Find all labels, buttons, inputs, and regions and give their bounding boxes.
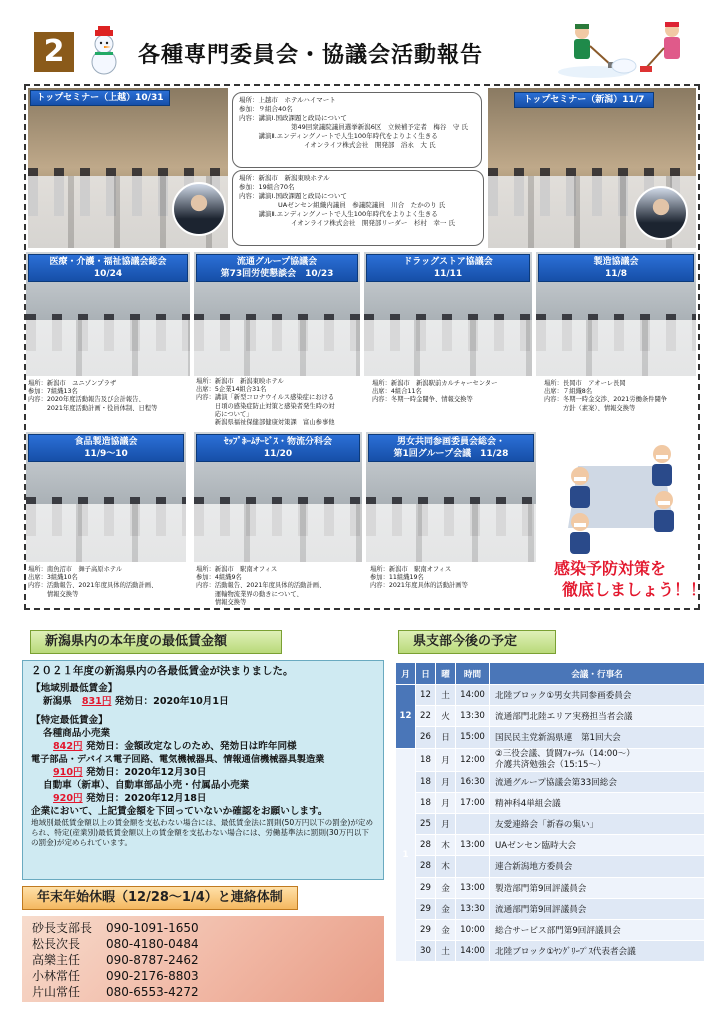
caption-line: 内容：2021年度具体的活動計画等 <box>370 582 468 590</box>
column-header: 会議・行事名 <box>490 663 705 685</box>
schedule-time: 14:00 <box>456 685 490 706</box>
column-header: 月 <box>396 663 416 685</box>
contact-phone[interactable]: 080-4180-0484 <box>106 937 199 951</box>
schedule-dow: 日 <box>436 727 456 748</box>
distanced-meeting-illustration <box>556 436 686 558</box>
min-wage-intro: ２０２１年度の新潟県内の各最低賃金が決まりました。 <box>31 665 294 677</box>
column-header: 日 <box>416 663 436 685</box>
caption-line: 場所：新潟市 駅南オフィス <box>196 566 278 573</box>
schedule-row <box>396 748 705 771</box>
contact-name: 砂長支部長 <box>32 921 93 935</box>
schedule-dow: 土 <box>436 685 456 706</box>
page-number: 2 <box>34 32 74 72</box>
contact-row <box>32 952 374 968</box>
schedule-time: 13:30 <box>456 706 490 727</box>
caption-line: 内容：冬期一時金交渉、2021労働条件闘争 <box>544 396 668 404</box>
meeting-manufacturing-tag: 製造協議会 11/8 <box>538 254 694 282</box>
schedule-day: 18 <box>416 771 436 792</box>
schedule-dow: 金 <box>436 919 456 940</box>
caption-line: 内容：活動報告、2021年度具体的活動計画、 <box>196 582 326 590</box>
specific-wage-amount: 920円 <box>53 793 83 804</box>
specific-wage-date: 発効日：2020年12月18日 <box>85 793 207 804</box>
schedule-time: 12:00 <box>456 748 490 771</box>
caption-line: 参加：4組織9名 <box>196 574 242 582</box>
meeting-manufacturing-caption <box>544 380 696 413</box>
caption-line: 参加：19組合70名 <box>239 183 295 191</box>
schedule-row <box>396 706 705 727</box>
caption-line: 出席：4組合11名 <box>372 388 422 396</box>
schedule-row <box>396 813 705 834</box>
caption-line: 内容：2020年度活動報告及び会計報告、 <box>28 396 145 404</box>
meeting-logistics-caption <box>196 566 362 607</box>
schedule-time: 10:00 <box>456 919 490 940</box>
schedule-dow: 月 <box>436 748 456 771</box>
schedule-row <box>396 877 705 898</box>
schedule-dow: 土 <box>436 941 456 962</box>
regional-wage-label: 新潟県 <box>43 696 72 707</box>
infection-prevention-slogan <box>554 558 706 600</box>
schedule-dow: 火 <box>436 706 456 727</box>
schedule-day: 22 <box>416 706 436 727</box>
schedule-event: 流通グループ協議会第33回総会 <box>490 771 705 792</box>
seminar-joetsu-caption <box>232 92 482 168</box>
schedule-day: 18 <box>416 792 436 813</box>
schedule-month: 1 <box>396 748 416 962</box>
caption-line: 運輸物流業界の動きについて、 <box>196 590 303 598</box>
speaker-portrait <box>634 186 688 240</box>
caption-line: 情報交換等 <box>196 598 247 606</box>
min-wage-request: 企業において、上記賃金額を下回っていないか確認をお願いします。 <box>31 806 328 817</box>
schedule-row <box>396 727 705 748</box>
holiday-contacts <box>22 916 384 1002</box>
contact-phone[interactable]: 090-2176-8803 <box>106 969 199 983</box>
caption-line: 出席：3組織10名 <box>28 574 78 582</box>
schedule-event: 北陸ブロック①男女共同参画委員会 <box>490 685 705 706</box>
contact-name: 片山常任 <box>32 985 81 999</box>
meeting-drugstore-tag: ドラッグストア協議会 11/11 <box>366 254 530 282</box>
specific-wage-amount: 842円 <box>53 741 83 752</box>
caption-line: 内容：冬期一時金闘争、情報交換等 <box>372 396 473 404</box>
regional-wage-heading: 【地域別最低賃金】 <box>31 683 118 694</box>
caption-line: 参加：11組織19名 <box>370 574 424 582</box>
caption-line: イオンライフ株式会社 開発部 浴永 大 氏 <box>239 141 436 149</box>
caption-line: 内容：講演「新型コロナウイルス感染症における <box>196 394 335 402</box>
schedule-time: 16:30 <box>456 771 490 792</box>
schedule-event: 北陸ブロック①ﾔﾝｸﾞﾘｰﾌﾟｽ代表者会議 <box>490 941 705 962</box>
caption-line: イオンライフ株式会社 開発部リーダー 杉村 幸一 氏 <box>239 219 455 227</box>
caption-line: 2021年度活動計画・役員体制、日程等 <box>28 404 158 412</box>
schedule-row <box>396 941 705 962</box>
schedule-day: 26 <box>416 727 436 748</box>
specific-wage-date: 発効日：2020年12月30日 <box>85 767 207 778</box>
schedule-day: 12 <box>416 685 436 706</box>
schedule-day: 28 <box>416 835 436 856</box>
schedule-dow: 月 <box>436 813 456 834</box>
schedule-day: 29 <box>416 898 436 919</box>
schedule-row <box>396 919 705 940</box>
seminar-niigata-tag: トップセミナー（新潟）11/7 <box>514 92 654 108</box>
meeting-gender-equality-caption <box>370 566 536 591</box>
schedule-event: UAゼンセン臨時大会 <box>490 835 705 856</box>
schedule-dow: 金 <box>436 898 456 919</box>
specific-wage-row <box>31 766 375 779</box>
schedule-row <box>396 792 705 813</box>
caption-line: 方針（素案）、情報交換等 <box>544 404 636 412</box>
contact-name: 小林常任 <box>32 969 81 983</box>
meeting-logistics-tag: ｾｯﾌﾟﾎｰﾑｻｰﾋﾞｽ・物流分科会 11/20 <box>196 434 360 462</box>
schedule-dow: 月 <box>436 771 456 792</box>
contact-phone[interactable]: 090-1091-1650 <box>106 921 199 935</box>
schedule-event: ②三役会議、賃闘ﾌｫｰﾗﾑ（14:00～） 介護共済勉強会（15:15～） <box>490 748 705 771</box>
caption-line: 出席：5企業14組合31名 <box>196 386 267 394</box>
schedule-time: 14:00 <box>456 941 490 962</box>
min-wage-footnote: 地域別最低賃金額以上の賃金額を支払わない場合には、最低賃金法に罰則(50万円以下の罰金)が定められ、特定(産業別)最低賃金額以上の賃金額を支払わない場合には、労働基準法に罰則(30万円以下の罰金)が定められています。 <box>31 818 374 847</box>
schedule-time: 13:00 <box>456 877 490 898</box>
min-wage-section-title: 新潟県内の本年度の最低賃金額 <box>30 630 282 654</box>
schedule-event: 友愛連絡会「新春の集い」 <box>490 813 705 834</box>
caption-line: 場所：上越市 ホテルハイマート <box>239 96 336 104</box>
caption-line: 講演Ⅱ.エンディングノートで人生100年時代をよりよく生きる <box>239 210 438 218</box>
schedule-month: 12 <box>396 685 416 749</box>
schedule-row <box>396 771 705 792</box>
caption-line: 出席：７組織8名 <box>544 388 593 396</box>
meeting-drugstore-caption <box>372 380 532 405</box>
slogan-line: 感染予防対策を <box>554 559 667 578</box>
snow-shoveling-illustration <box>554 18 704 78</box>
regional-wage-date: 発効日：2020年10月1日 <box>114 696 229 707</box>
caption-line: 場所：新潟市 駅南オフィス <box>370 566 452 573</box>
schedule-day: 30 <box>416 941 436 962</box>
meeting-food-caption <box>28 566 192 599</box>
contact-name: 松長次長 <box>32 937 81 951</box>
caption-line: 場所：新潟市 新潟駅前カルチャーセンター <box>372 380 498 387</box>
schedule-day: 29 <box>416 919 436 940</box>
schedule-day: 29 <box>416 877 436 898</box>
holiday-section-title: 年末年始休暇（12/28～1/4）と連絡体制 <box>22 886 298 910</box>
specific-wage-row <box>31 740 375 753</box>
contact-row <box>32 920 374 936</box>
caption-line: 場所：新潟市 ユニゾンプラザ <box>28 380 117 387</box>
caption-line: 内容：講演Ⅰ.国政課題と政局について <box>239 114 347 122</box>
caption-line: 新潟県福祉保健部健康対策課 富山参事他 <box>196 419 335 427</box>
schedule-row <box>396 898 705 919</box>
seminar-niigata-caption <box>232 170 484 246</box>
caption-line: 場所：南魚沼市 舞子高原ホテル <box>28 566 123 573</box>
snowman-icon <box>82 26 126 76</box>
contact-name: 高樂主任 <box>32 953 81 967</box>
schedule-event: 流通部門第9回評議員会 <box>490 898 705 919</box>
contact-row <box>32 984 374 1000</box>
column-header: 時間 <box>456 663 490 685</box>
specific-wage-amount: 910円 <box>53 767 83 778</box>
caption-line: 場所：新潟市 新潟東映ホテル <box>239 174 330 182</box>
schedule-time <box>456 856 490 877</box>
meeting-medical-tag: 医療・介護・福祉協議会総会 10/24 <box>28 254 188 282</box>
meeting-retail-caption <box>196 378 362 427</box>
specific-wage-row <box>31 792 375 805</box>
schedule-time: 13:00 <box>456 835 490 856</box>
caption-line: 参加：7組織13名 <box>28 388 78 396</box>
slogan-line: 徹底しましょう！！ <box>562 580 707 599</box>
speaker-portrait <box>172 182 226 236</box>
page-title: 各種専門委員会・協議会活動報告 <box>138 43 484 68</box>
page-header <box>20 26 704 76</box>
specific-wage-name: 各種商品小売業 <box>43 728 111 739</box>
specific-wage-date: 発効日：金額改定なしのため、発効日は昨年同様 <box>85 741 297 752</box>
caption-line: 日頃の感染症防止対策と感染者発生時の対 <box>196 402 335 410</box>
contact-phone[interactable]: 080-6553-4272 <box>106 985 199 999</box>
caption-line: 第49回衆議院議員選挙新潟6区 立候補予定者 梅谷 守 氏 <box>239 123 468 131</box>
caption-line: 参加：９組合40名 <box>239 105 293 113</box>
schedule-dow: 月 <box>436 792 456 813</box>
caption-line: 内容：講演Ⅰ.国政課題と政局について <box>239 192 347 200</box>
schedule-dow: 金 <box>436 877 456 898</box>
meeting-retail-tag: 流通グループ協議会 第73回労使懇談会 10/23 <box>196 254 358 282</box>
schedule-time <box>456 813 490 834</box>
caption-line: 応について」 <box>196 410 253 418</box>
caption-line: UAゼンセン組織内議員 参議院議員 川合 たかのり 氏 <box>239 201 446 209</box>
meeting-gender-equality-tag: 男女共同参画委員会総会・ 第1回グループ会議 11/28 <box>368 434 534 462</box>
schedule-day: 28 <box>416 856 436 877</box>
schedule-event: 製造部門第9回評議員会 <box>490 877 705 898</box>
specific-wage-heading: 【特定最低賃金】 <box>31 715 108 726</box>
schedule-time: 13:30 <box>456 898 490 919</box>
schedule-event: 精神科4単組会議 <box>490 792 705 813</box>
caption-line: 講演Ⅱ.エンディングノートで人生100年時代をよりよく生きる <box>239 132 438 140</box>
regional-wage-amount: 831円 <box>81 696 112 707</box>
contact-row <box>32 968 374 984</box>
caption-line: 場所：長岡市 アオーレ長岡 <box>544 380 626 387</box>
meeting-medical-caption <box>28 380 192 413</box>
meeting-food-tag: 食品製造協議会 11/9～10 <box>28 434 184 462</box>
contact-row <box>32 936 374 952</box>
schedule-time: 17:00 <box>456 792 490 813</box>
schedule-row <box>396 685 705 706</box>
schedule-time: 15:00 <box>456 727 490 748</box>
seminar-joetsu-tag: トップセミナー（上越）10/31 <box>30 90 170 106</box>
schedule-event: 総合サービス部門第9回評議員会 <box>490 919 705 940</box>
regional-wage-row <box>31 695 375 708</box>
schedule-dow: 木 <box>436 856 456 877</box>
caption-line: 情報交換等 <box>28 590 79 598</box>
schedule-table <box>395 662 705 962</box>
schedule-day: 25 <box>416 813 436 834</box>
schedule-event: 国民民主党新潟県連 第1回大会 <box>490 727 705 748</box>
schedule-row <box>396 856 705 877</box>
caption-line: 場所：新潟市 新潟東映ホテル <box>196 378 284 385</box>
contact-phone[interactable]: 090-8787-2462 <box>106 953 199 967</box>
column-header: 曜 <box>436 663 456 685</box>
schedule-dow: 木 <box>436 835 456 856</box>
schedule-row <box>396 835 705 856</box>
specific-wage-name: 自動車（新車）、自動車部品小売・付属品小売業 <box>43 780 250 791</box>
specific-wage-name: 電子部品・デバイス電子回路、電気機械器具、情報通信機械器具製造業 <box>31 754 325 765</box>
schedule-day: 18 <box>416 748 436 771</box>
schedule-event: 流通部門北陸エリア実務担当者会議 <box>490 706 705 727</box>
caption-line: 内容：活動報告、2021年度具体的活動計画、 <box>28 582 158 590</box>
schedule-event: 連合新潟地方委員会 <box>490 856 705 877</box>
min-wage-box <box>22 660 384 880</box>
schedule-section-title: 県支部今後の予定 <box>398 630 556 654</box>
